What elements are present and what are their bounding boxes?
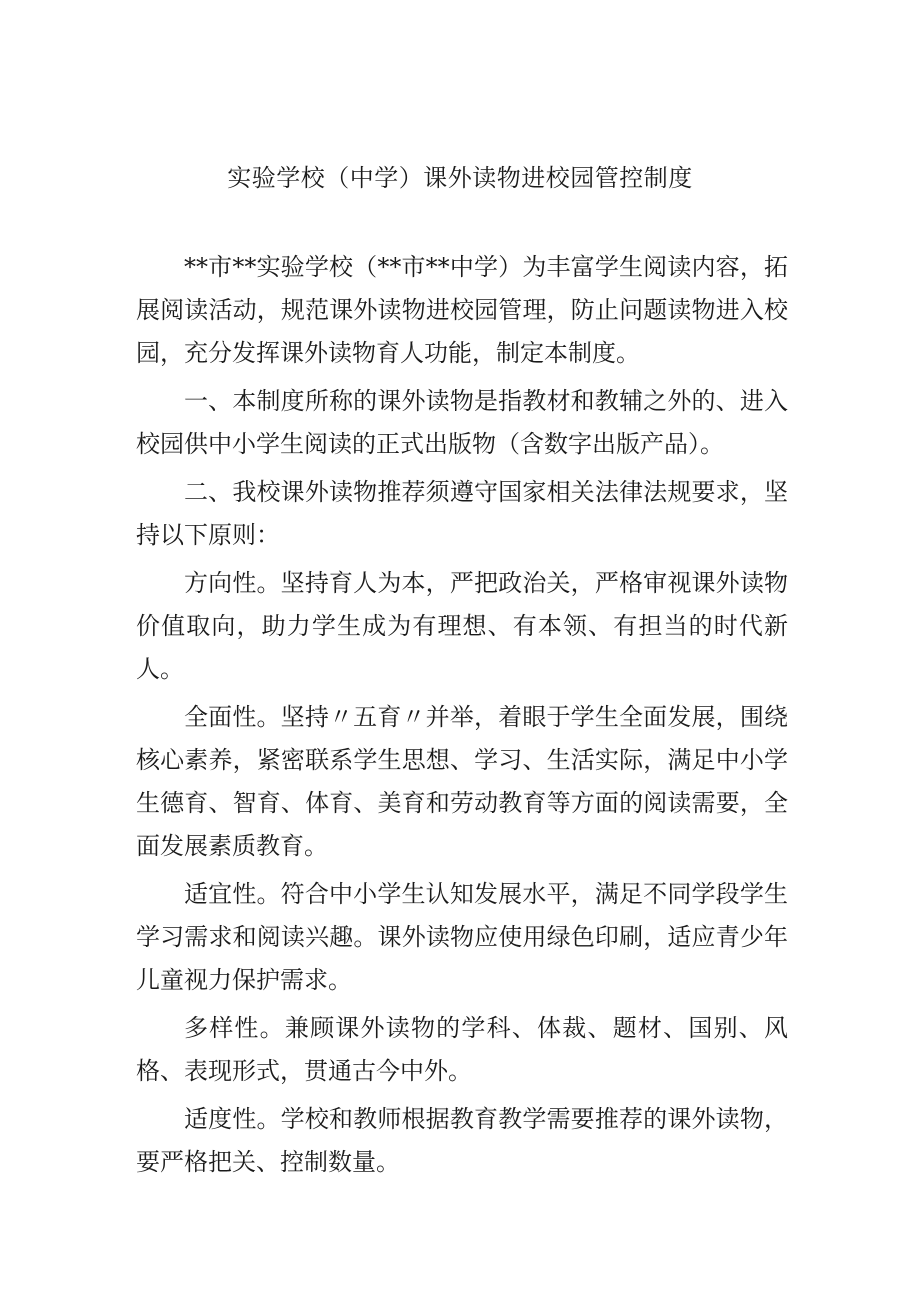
paragraph-principle-suitability: 适宜性。符合中小学生认知发展水平，满足不同学段学生学习需求和阅读兴趣。课外读物应使用绿色印刷，适应青少年儿童视力保护需求。 xyxy=(136,880,788,994)
document-title: 实验学校（中学）课外读物进校园管控制度 xyxy=(227,164,693,192)
paragraph-article-2: 二、我校课外读物推荐须遵守国家相关法律法规要求，坚持以下原则： xyxy=(136,478,788,549)
document-body xyxy=(136,246,788,1189)
paragraph-intro: **市**实验学校（**市**中学）为丰富学生阅读内容，拓展阅读活动，规范课外读物进校园管理，防止问题读物进入校园，充分发挥课外读物育人功能，制定本制度。 xyxy=(136,253,788,367)
paragraph-principle-comprehensive: 全面性。坚持〃五育〃并举，着眼于学生全面发展，围绕核心素养，紧密联系学生思想、学习、生活实际，满足中小学生德育、智育、体育、美育和劳动教育等方面的阅读需要，全面发展素质教育。 xyxy=(136,703,788,860)
paragraph-principle-diversity: 多样性。兼顾课外读物的学科、体裁、题材、国别、风格、表现形式，贯通古今中外。 xyxy=(136,1014,788,1085)
paragraph-article-1: 一、本制度所称的课外读物是指教材和教辅之外的、进入校园供中小学生阅读的正式出版物（含数字出版产品）。 xyxy=(136,387,788,458)
paragraph-principle-moderation: 适度性。学校和教师根据教育教学需要推荐的课外读物，要严格把关、控制数量。 xyxy=(136,1105,788,1176)
paragraph-principle-direction: 方向性。坚持育人为本，严把政治关，严格审视课外读物价值取向，助力学生成为有理想、有本领、有担当的时代新人。 xyxy=(136,569,788,683)
